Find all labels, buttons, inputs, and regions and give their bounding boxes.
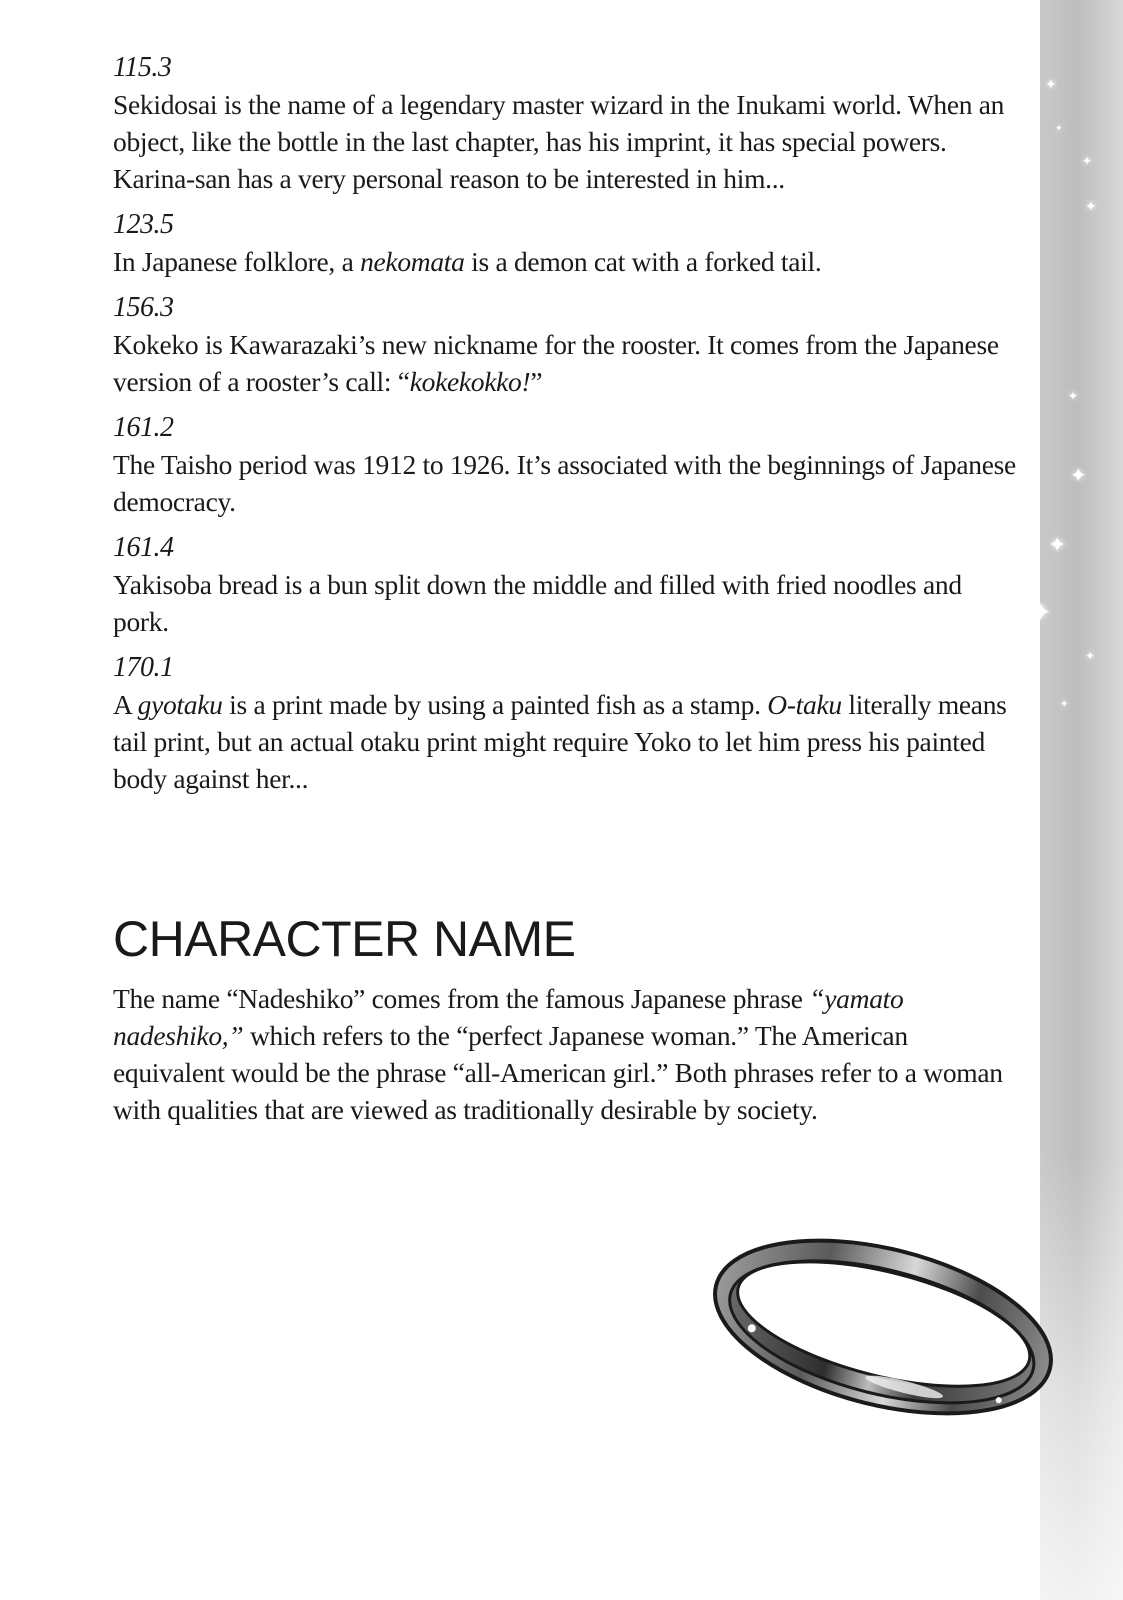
note bbox=[113, 290, 1018, 400]
note bbox=[113, 650, 1018, 797]
section-title: CHARACTER NAME bbox=[113, 911, 576, 967]
note bbox=[113, 530, 1018, 640]
sparkle-icon: ✦ bbox=[1070, 463, 1087, 487]
sparkle-icon: ✦ bbox=[1030, 598, 1052, 628]
note bbox=[113, 410, 1018, 520]
ring-illustration bbox=[698, 1220, 1068, 1435]
italic-term: gyotaku bbox=[137, 689, 223, 720]
note-id: 161.4 bbox=[113, 532, 174, 563]
sparkle-icon: ✦ bbox=[1060, 699, 1069, 710]
note-text: Kokeko is Kawarazaki’s new nickname for the rooster. It comes from the Japanese version of a rooster’s call: “kokekokko!” bbox=[113, 329, 999, 397]
note-id: 170.1 bbox=[113, 652, 174, 683]
sparkle-icon: ✦ bbox=[1085, 199, 1097, 215]
sparkle-icon: ✦ bbox=[1068, 389, 1079, 403]
note bbox=[113, 50, 1018, 197]
note bbox=[113, 207, 1018, 280]
note-text: Yakisoba bread is a bun split down the middle and filled with fried noodles and pork. bbox=[113, 569, 962, 637]
italic-term: O-taku bbox=[767, 689, 842, 720]
note-id: 123.5 bbox=[113, 209, 174, 240]
note-text: In Japanese folklore, a nekomata is a demon cat with a forked tail. bbox=[113, 246, 822, 277]
italic-term: “yamato nadeshiko,” bbox=[113, 983, 904, 1051]
sparkle-icon: ✦ bbox=[1045, 77, 1057, 93]
note-text: The Taisho period was 1912 to 1926. It’s associated with the beginnings of Japanese democracy. bbox=[113, 449, 1016, 517]
note-text: A gyotaku is a print made by using a painted fish as a stamp. O-taku literally means tail print, but an actual otaku print might require Yoko to let him press his painted body against her... bbox=[113, 689, 1007, 794]
translation-notes bbox=[113, 50, 1018, 807]
sparkle-icon: ✦ bbox=[1048, 533, 1067, 558]
character-name-section bbox=[113, 910, 1018, 1128]
note-id: 161.2 bbox=[113, 412, 174, 443]
sparkle-icon: ✦ bbox=[1085, 649, 1096, 663]
sparkle-icon: ✦ bbox=[1082, 154, 1093, 168]
italic-term: nekomata bbox=[360, 246, 465, 277]
note-id: 156.3 bbox=[113, 292, 174, 323]
note-id: 115.3 bbox=[113, 52, 172, 83]
note-text: Sekidosai is the name of a legendary master wizard in the Inukami world. When an object, like the bottle in the last chapter, has his imprint, it has special powers. Karina-san has a very personal reason to be interested in him... bbox=[113, 89, 1005, 194]
section-text: The name “Nadeshiko” comes from the famous Japanese phrase “yamato nadeshiko,” which refers to the “perfect Japanese woman.” The American equivalent would be the phrase “all-American girl.” Both phrases refer to a woman with qualities that are viewed as traditionally desirable by society. bbox=[113, 983, 1003, 1125]
italic-term: kokekokko! bbox=[409, 366, 531, 397]
sparkle-icon: ✦ bbox=[1055, 124, 1063, 134]
